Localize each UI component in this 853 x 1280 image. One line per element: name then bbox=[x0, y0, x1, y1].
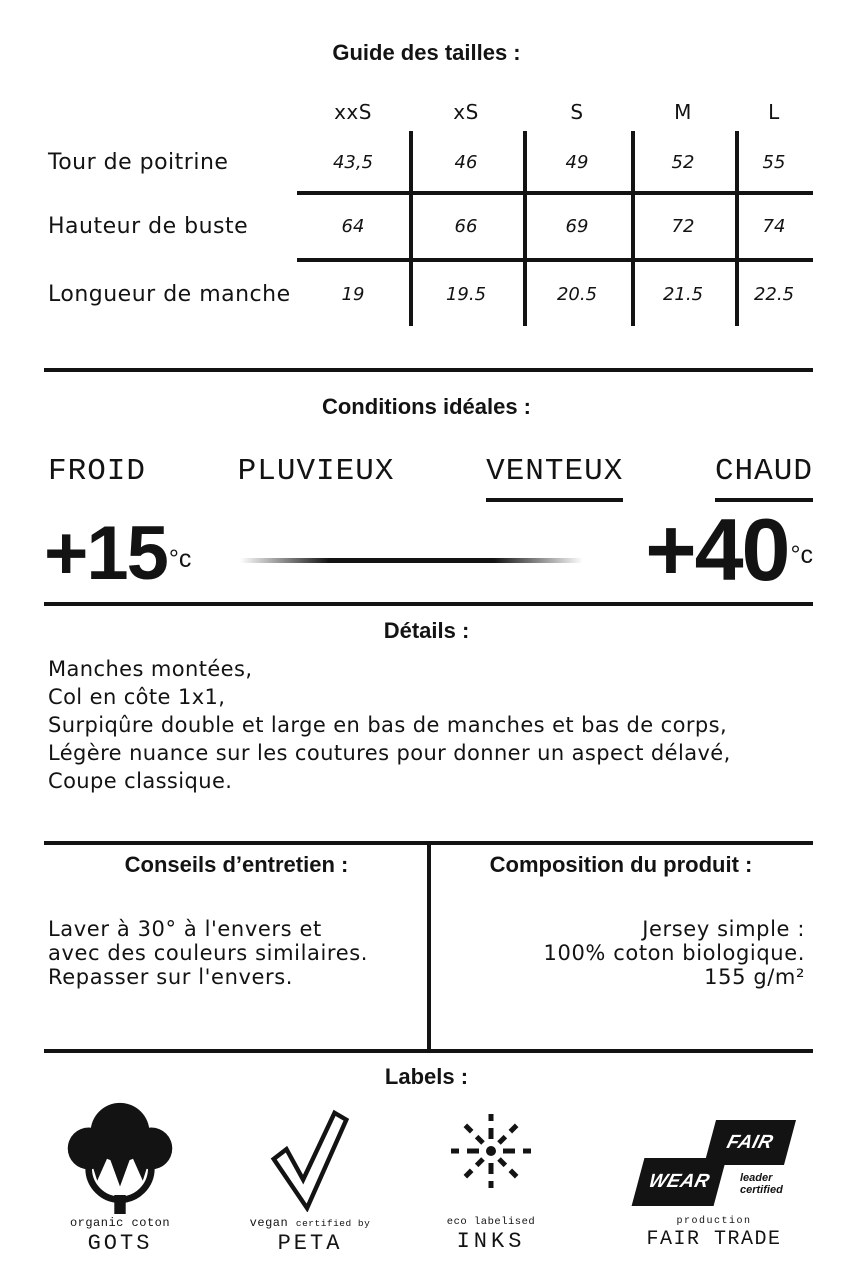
condition-venteux: VENTEUX bbox=[486, 454, 623, 502]
section-divider bbox=[44, 602, 813, 606]
care-line: avec des couleurs similaires. bbox=[48, 941, 369, 965]
table-value: 69 bbox=[565, 216, 589, 237]
label-caption-small: production bbox=[676, 1216, 752, 1227]
table-value: 66 bbox=[454, 216, 478, 237]
label-fair-trade bbox=[628, 1096, 800, 1251]
size-guide-title: Guide des tailles : bbox=[332, 40, 521, 65]
temperature-min bbox=[44, 511, 192, 597]
care-text bbox=[48, 917, 368, 989]
table-gridline bbox=[409, 131, 413, 326]
ink-star-icon bbox=[415, 1096, 567, 1214]
label-caption-big: PETA bbox=[277, 1231, 343, 1256]
fair-wear-icon bbox=[628, 1096, 800, 1214]
label-peta bbox=[234, 1096, 386, 1256]
composition-line: 155 g/m² bbox=[704, 965, 805, 989]
fair-wear-badge-bottom: WEAR bbox=[632, 1158, 727, 1206]
labels-title: Labels : bbox=[384, 1064, 469, 1089]
table-corner-cell bbox=[40, 92, 297, 131]
fair-wear-logo bbox=[628, 1114, 800, 1210]
size-guide-table bbox=[40, 92, 813, 328]
size-column-header: M bbox=[674, 99, 692, 124]
table-value: 19.5 bbox=[445, 283, 487, 305]
table-value: 52 bbox=[671, 151, 695, 173]
composition-line: 100% coton biologique. bbox=[543, 941, 805, 965]
label-gots bbox=[40, 1096, 200, 1256]
care-line: Repasser sur l'envers. bbox=[48, 965, 294, 989]
condition-chaud: CHAUD bbox=[715, 454, 813, 502]
certified-by-text: certified by bbox=[295, 1218, 371, 1229]
size-column-header: xS bbox=[453, 99, 479, 124]
table-row-label: Tour de poitrine bbox=[48, 149, 229, 175]
label-caption-big: FAIR TRADE bbox=[646, 1228, 782, 1251]
table-row-label: Hauteur de buste bbox=[48, 214, 249, 239]
label-caption-big: INKS bbox=[456, 1229, 526, 1254]
table-value: 20.5 bbox=[556, 283, 598, 305]
details-title: Détails : bbox=[383, 618, 470, 643]
details-line: Manches montées, bbox=[48, 657, 253, 681]
leader-certified-text bbox=[740, 1172, 783, 1196]
details-text bbox=[48, 655, 818, 795]
label-caption-big: GOTS bbox=[87, 1231, 153, 1256]
size-column-header: xxS bbox=[334, 99, 372, 124]
leader-text: leader bbox=[740, 1172, 773, 1184]
label-caption-small: organic coton bbox=[69, 1216, 171, 1230]
box-bottom-border bbox=[44, 1049, 813, 1053]
temperature-min-value: +15 bbox=[44, 511, 167, 596]
table-row-label: Longueur de manche bbox=[48, 281, 291, 307]
table-value: 64 bbox=[341, 216, 365, 237]
composition-line: Jersey simple : bbox=[642, 917, 805, 941]
table-gridline bbox=[735, 131, 739, 326]
table-value: 74 bbox=[762, 216, 786, 237]
check-icon bbox=[234, 1096, 386, 1214]
temperature-max-value: +40 bbox=[645, 500, 789, 599]
fair-wear-badge-top: FAIR bbox=[704, 1120, 796, 1165]
temperature-max bbox=[645, 500, 813, 599]
details-line: Légère nuance sur les coutures pour donner un aspect délavé, bbox=[48, 741, 731, 765]
table-value: 43,5 bbox=[332, 151, 374, 173]
size-column-header: L bbox=[768, 99, 780, 124]
temperature-range-line bbox=[240, 558, 583, 563]
cotton-flower-icon bbox=[40, 1096, 200, 1214]
details-line: Surpiqûre double et large en bas de manches et bas de corps, bbox=[48, 713, 728, 737]
condition-froid: FROID bbox=[48, 454, 147, 489]
care-line: Laver à 30° à l'envers et bbox=[48, 917, 322, 941]
label-caption-small: eco labelised bbox=[446, 1216, 536, 1228]
section-divider bbox=[44, 368, 813, 372]
table-value: 46 bbox=[454, 151, 478, 173]
table-gridline bbox=[631, 131, 635, 326]
table-gridline bbox=[523, 131, 527, 326]
conditions-title: Conditions idéales : bbox=[321, 394, 532, 419]
certified-text: certified bbox=[740, 1184, 783, 1196]
vegan-text: vegan bbox=[249, 1216, 289, 1230]
temperature-unit: °c bbox=[168, 545, 192, 573]
label-caption-small bbox=[234, 1216, 386, 1230]
composition-title: Composition du produit : bbox=[489, 852, 753, 877]
details-line: Coupe classique. bbox=[48, 769, 233, 793]
table-value: 72 bbox=[671, 216, 695, 237]
table-value: 22.5 bbox=[753, 283, 795, 305]
label-inks bbox=[415, 1096, 567, 1254]
table-value: 49 bbox=[565, 151, 589, 173]
condition-pluvieux: PLUVIEUX bbox=[237, 454, 395, 489]
weather-conditions-row bbox=[48, 454, 813, 502]
details-line: Col en côte 1x1, bbox=[48, 685, 226, 709]
care-title: Conseils d’entretien : bbox=[124, 852, 349, 877]
size-column-header: S bbox=[570, 99, 584, 124]
table-value: 19 bbox=[341, 283, 365, 305]
table-value: 21.5 bbox=[662, 283, 704, 305]
table-value: 55 bbox=[762, 151, 786, 173]
temperature-unit: °c bbox=[790, 541, 813, 569]
composition-text bbox=[544, 917, 805, 989]
